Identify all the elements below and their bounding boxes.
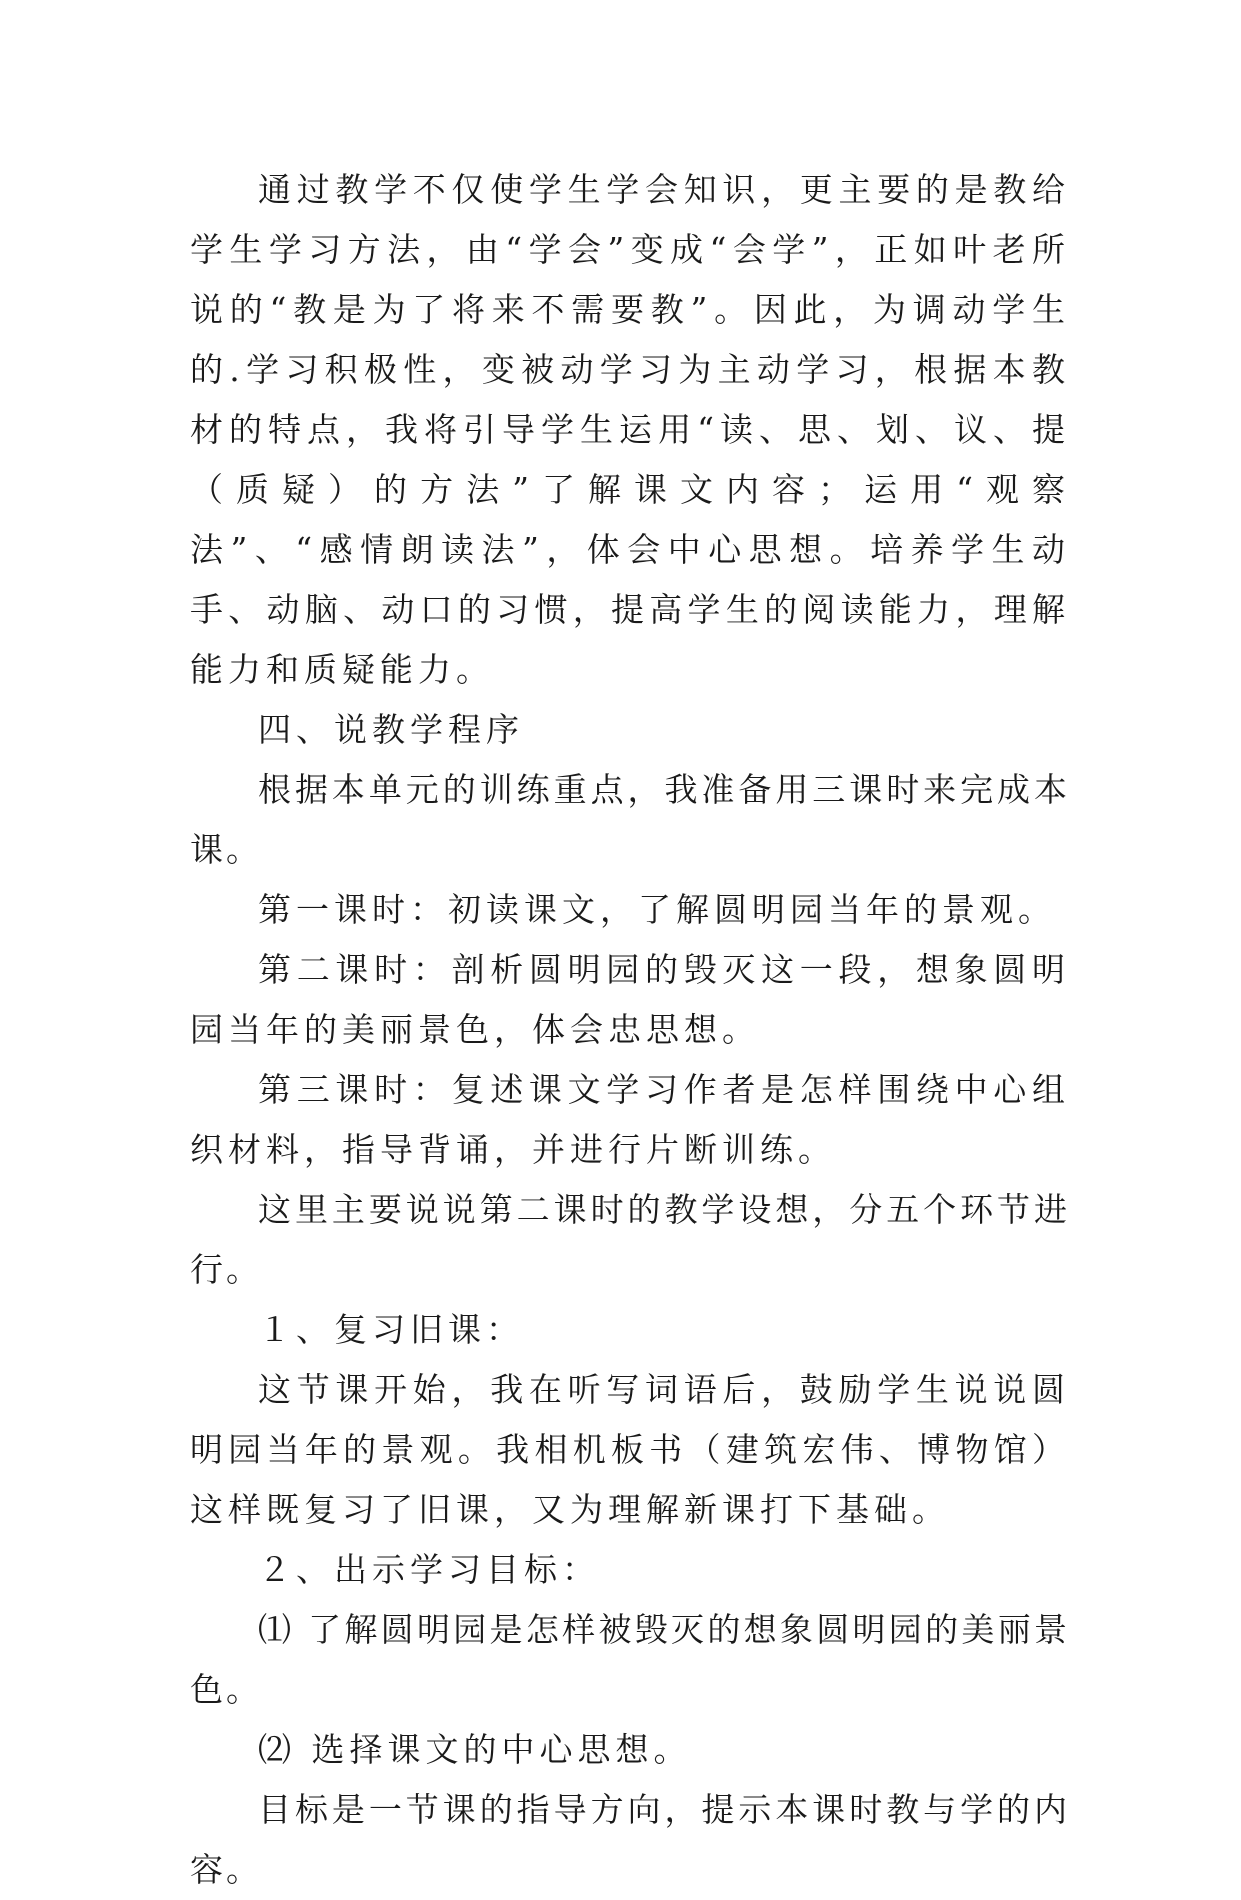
paragraph-lesson-plan-intro: 根据本单元的训练重点，我准备用三课时来完成本课。 bbox=[190, 770, 1070, 869]
paragraph-lesson-three: 第三课时：复述课文学习作者是怎样围绕中心组织材料，指导背诵，并进行片断训练。 bbox=[190, 1070, 1070, 1169]
paragraph-teaching-method: 通过教学不仅使学生学会知识，更主要的是教给学生学习方法，由“学会”变成“会学”，正如叶老所说的“教是为了将来不需要教”。因此，为调动学生的.学习积极性，变被动学习为主动学习，根据本教材的特点，我将引导学生运用“读、思、划、议、提（质疑）的方法”了解课文内容；运用“观察法”、“感情朗读法”，体会中心思想。培养学生动手、动脑、动口的习惯，提高学生的阅读能力，理解能力和质疑能力。 bbox=[190, 170, 1070, 689]
step-heading-review: １、复习旧课： bbox=[258, 1310, 524, 1349]
document-body bbox=[190, 160, 1070, 1900]
paragraph-lesson-one: 第一课时：初读课文，了解圆明园当年的景观。 bbox=[258, 890, 1056, 929]
paragraph-lesson-two-design: 这里主要说说第二课时的教学设想，分五个环节进行。 bbox=[190, 1190, 1070, 1289]
paragraph-lesson-two: 第二课时：剖析圆明园的毁灭这一段，想象圆明园当年的美丽景色，体会忠思想。 bbox=[190, 950, 1070, 1049]
step-heading-objectives: ２、出示学习目标： bbox=[258, 1550, 600, 1589]
paragraph-objectives-purpose: 目标是一节课的指导方向，提示本课时教与学的内容。 bbox=[190, 1790, 1070, 1889]
section-heading-teaching-procedure: 四、说教学程序 bbox=[258, 710, 524, 749]
paragraph-review: 这节课开始，我在听写词语后，鼓励学生说说圆明园当年的景观。我相机板书（建筑宏伟、博物馆）这样既复习了旧课，又为理解新课打下基础。 bbox=[190, 1370, 1070, 1529]
objective-item-two: ⑵ 选择课文的中心思想。 bbox=[258, 1730, 692, 1769]
objective-item-one: ⑴ 了解圆明园是怎样被毁灭的想象圆明园的美丽景色。 bbox=[190, 1610, 1070, 1709]
